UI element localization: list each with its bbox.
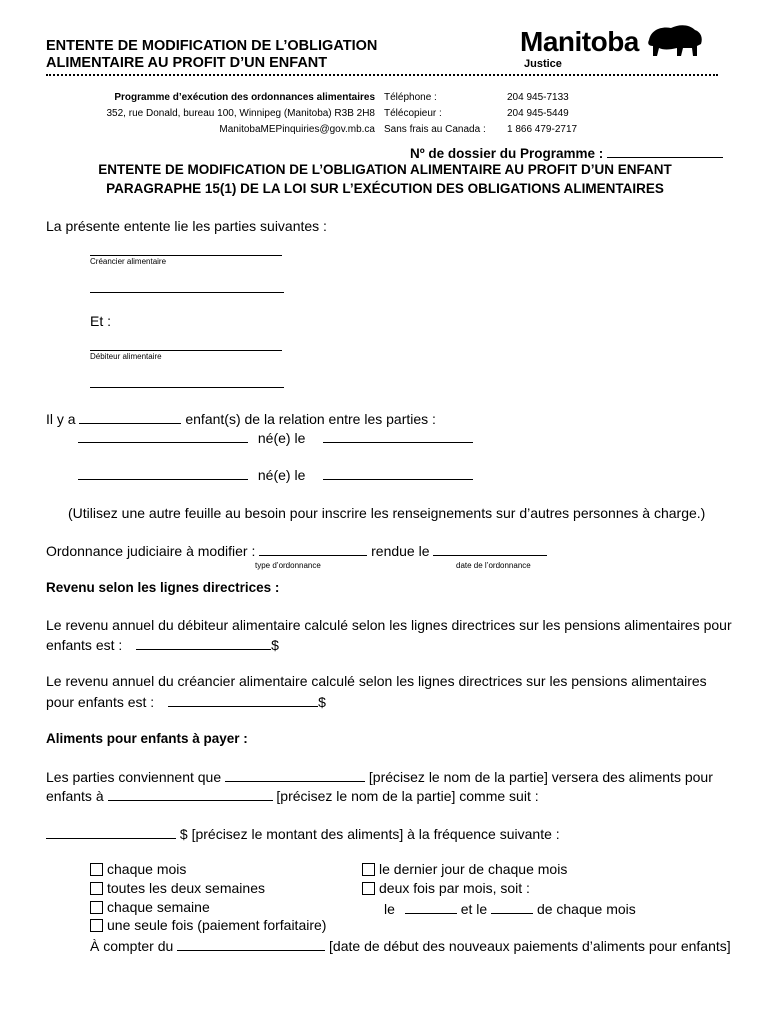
and-label: Et : — [90, 313, 112, 329]
support-amount-row — [46, 824, 560, 842]
checkbox-last-day[interactable] — [362, 863, 375, 876]
order-type-field[interactable] — [259, 541, 367, 556]
start-date-field[interactable] — [177, 936, 325, 951]
order-row — [46, 541, 547, 559]
option-biweekly[interactable] — [90, 880, 265, 896]
creditor-income-field[interactable] — [168, 692, 318, 707]
support-payee-row — [46, 786, 539, 804]
option-last-day[interactable] — [362, 861, 567, 877]
payee-name-field[interactable] — [108, 786, 273, 801]
child-row-1 — [78, 428, 473, 446]
option-lump-sum-label: une seule fois (paiement forfaitaire) — [107, 917, 327, 933]
debtor-label: Débiteur alimentaire — [90, 352, 162, 361]
support-payer-row — [46, 767, 713, 785]
children-note: (Utilisez une autre feuille au besoin pour inscrire les renseignements sur d’autres personnes à charge.) — [68, 505, 706, 521]
debtor-name-field[interactable] — [90, 350, 282, 351]
file-number-row — [410, 143, 723, 161]
twice-suffix-label: de chaque mois — [536, 901, 636, 917]
tollfree-number: 1 866 479-2717 — [507, 124, 578, 135]
tollfree-label: Sans frais au Canada : — [384, 124, 486, 135]
twice-le-label: le — [384, 901, 395, 917]
support-amount-text: $ [précisez le montant des aliments] à la fréquence suivante : — [179, 826, 560, 842]
debtor-income-label: enfants est : — [46, 637, 123, 653]
parties-intro: La présente entente lie les parties suivantes : — [46, 218, 327, 234]
header-title-line2: ALIMENTAIRE AU PROFIT D’UN ENFANT — [46, 55, 328, 71]
child-1-name-field[interactable] — [78, 428, 248, 443]
header-title-line1: ENTENTE DE MODIFICATION DE L’OBLIGATION — [46, 38, 378, 54]
children-count-field[interactable] — [79, 409, 181, 424]
child-2-born-label: né(e) le — [257, 467, 306, 483]
start-prefix: À compter du — [90, 938, 174, 954]
checkbox-monthly[interactable] — [90, 863, 103, 876]
option-twice-monthly[interactable] — [362, 880, 530, 896]
children-prefix: Il y a — [46, 411, 76, 427]
children-count-row — [46, 409, 436, 427]
form-title-2: PARAGRAPHE 15(1) DE LA LOI SUR L’EXÉCUTION DES OBLIGATIONS ALIMENTAIRES — [106, 181, 664, 196]
contact-labels — [384, 90, 486, 138]
checkbox-lump-sum[interactable] — [90, 919, 103, 932]
creditor-label: Créancier alimentaire — [90, 257, 167, 266]
support-line2a: enfants à — [46, 788, 104, 804]
file-number-label: Nº de dossier du Programme : — [410, 146, 604, 161]
support-line1b: [précisez le nom de la partie] versera des aliments pour — [368, 769, 713, 785]
creditor-income-line1: Le revenu annuel du créancier alimentaire calculé selon les lignes directrices sur les pensions alimentaires — [46, 673, 707, 689]
program-address: 352, rue Donald, bureau 100, Winnipeg (Manitoba) R3B 2H8 — [106, 108, 375, 119]
order-type-caption: type d’ordonnance — [255, 561, 321, 570]
option-monthly[interactable] — [90, 861, 186, 877]
creditor-income-row — [46, 692, 326, 710]
twice-et-label: et le — [460, 901, 488, 917]
order-date-caption: date de l’ordonnance — [456, 561, 531, 570]
support-line2b: [précisez le nom de la partie] comme suit : — [276, 788, 539, 804]
checkbox-twice-monthly[interactable] — [362, 882, 375, 895]
payer-name-field[interactable] — [225, 767, 365, 782]
file-number-field[interactable] — [607, 143, 723, 158]
debtor-address-field[interactable] — [90, 387, 284, 388]
income-heading: Revenu selon les lignes directrices : — [46, 580, 280, 595]
checkbox-weekly[interactable] — [90, 901, 103, 914]
bison-icon — [645, 20, 705, 60]
header-title — [46, 38, 377, 72]
fax-number: 204 945-5449 — [507, 108, 569, 119]
program-name: Programme d’exécution des ordonnances alimentaires — [114, 92, 375, 103]
debtor-income-line1: Le revenu annuel du débiteur alimentaire calculé selon les lignes directrices sur les pensions alimentaires pour — [46, 617, 732, 633]
creditor-address-field[interactable] — [90, 292, 284, 293]
support-line1a: Les parties conviennent que — [46, 769, 222, 785]
creditor-name-field[interactable] — [90, 255, 282, 256]
logo-wordmark: Manitoba — [520, 26, 639, 57]
option-weekly[interactable] — [90, 899, 210, 915]
form-title-1: ENTENTE DE MODIFICATION DE L’OBLIGATION ALIMENTAIRE AU PROFIT D’UN ENFANT — [98, 162, 672, 177]
second-day-field[interactable] — [491, 899, 533, 914]
order-label: Ordonnance judiciaire à modifier : — [46, 543, 256, 559]
first-day-field[interactable] — [405, 899, 457, 914]
option-twice-monthly-label: deux fois par mois, soit : — [379, 880, 530, 896]
option-monthly-label: chaque mois — [107, 861, 187, 877]
child-1-birthdate-field[interactable] — [323, 428, 473, 443]
header-dotted-rule — [46, 74, 718, 76]
fax-label: Télécopieur : — [384, 108, 442, 119]
order-rendered-label: rendue le — [371, 543, 430, 559]
checkbox-biweekly[interactable] — [90, 882, 103, 895]
debtor-income-row — [46, 635, 279, 653]
start-date-row — [90, 936, 731, 954]
phone-number: 204 945-7133 — [507, 92, 569, 103]
option-biweekly-label: toutes les deux semaines — [107, 880, 265, 896]
order-date-field[interactable] — [433, 541, 547, 556]
phone-label: Téléphone : — [384, 92, 437, 103]
debtor-income-currency: $ — [271, 637, 279, 653]
creditor-income-currency: $ — [318, 694, 326, 710]
contact-address-block — [0, 90, 375, 138]
program-email: ManitobaMEPinquiries@gov.mb.ca — [219, 124, 375, 135]
option-lump-sum[interactable] — [90, 917, 326, 933]
option-weekly-label: chaque semaine — [107, 899, 210, 915]
support-amount-field[interactable] — [46, 824, 176, 839]
option-last-day-label: le dernier jour de chaque mois — [379, 861, 568, 877]
support-heading: Aliments pour enfants à payer : — [46, 731, 248, 746]
children-suffix: enfant(s) de la relation entre les parties : — [185, 411, 436, 427]
logo-subtitle: Justice — [524, 58, 562, 70]
child-2-name-field[interactable] — [78, 465, 248, 480]
child-1-born-label: né(e) le — [257, 430, 306, 446]
creditor-income-label: pour enfants est : — [46, 694, 155, 710]
start-suffix: [date de début des nouveaux paiements d’aliments pour enfants] — [329, 938, 731, 954]
child-2-birthdate-field[interactable] — [323, 465, 473, 480]
twice-monthly-days-row — [384, 899, 636, 917]
child-row-2 — [78, 465, 473, 483]
debtor-income-field[interactable] — [136, 635, 271, 650]
contact-numbers — [507, 90, 577, 138]
